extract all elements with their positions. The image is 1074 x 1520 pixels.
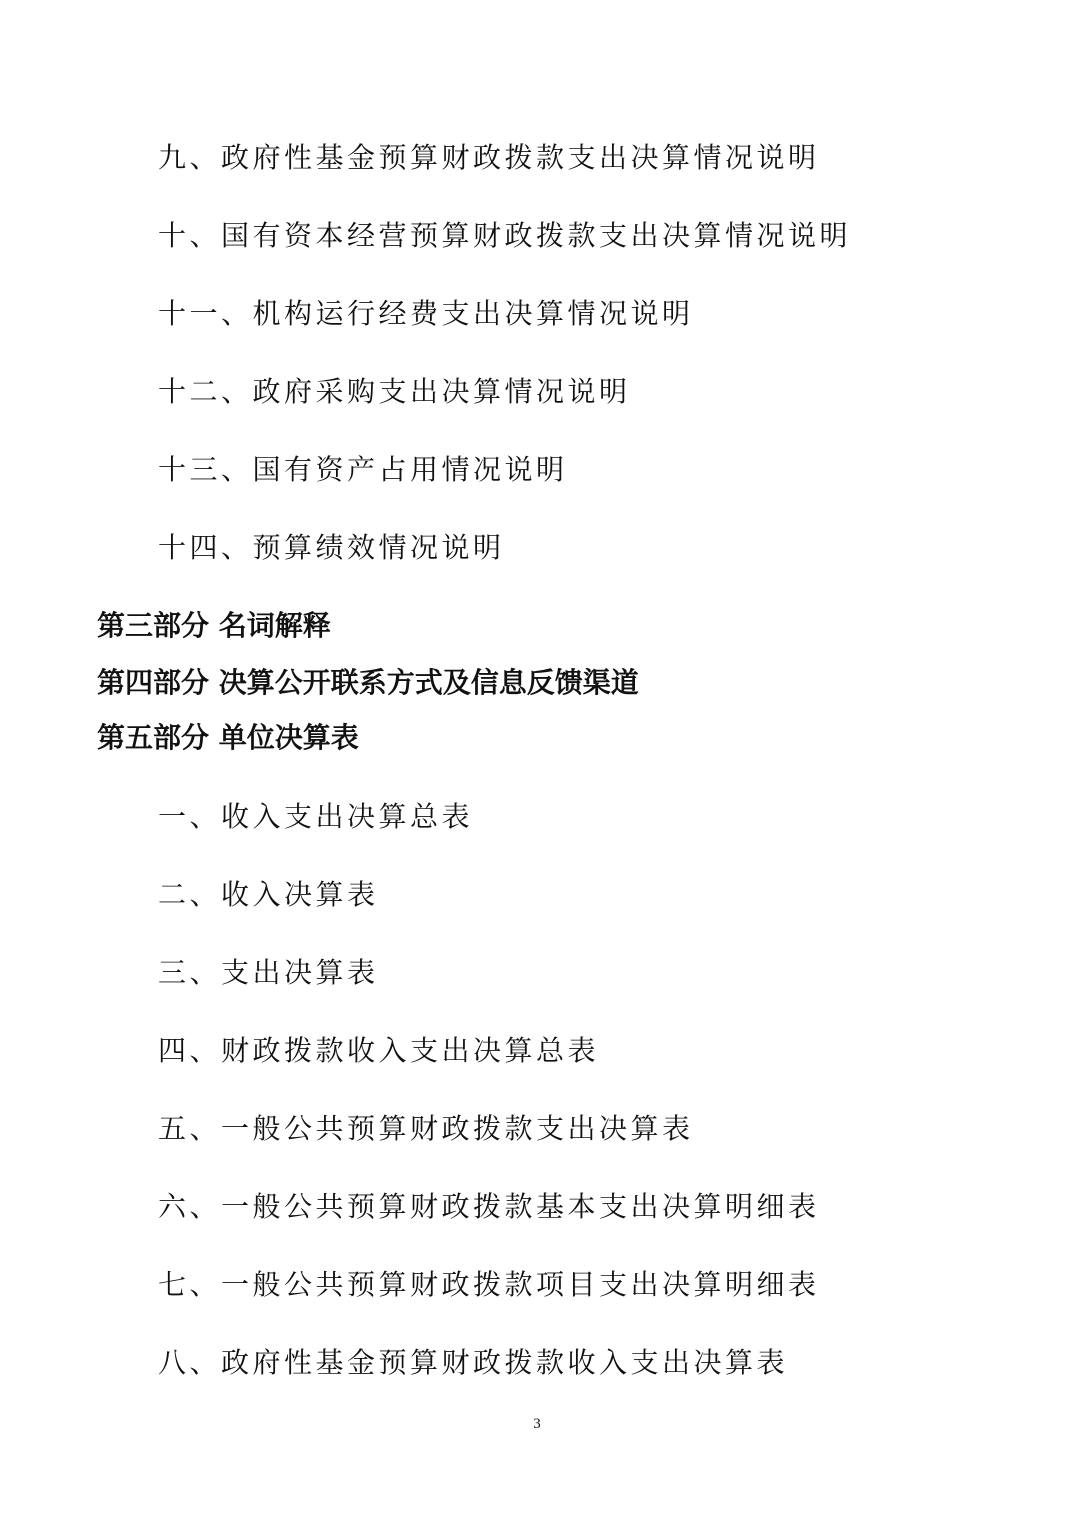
- toc-item-section-five: 七、一般公共预算财政拨款项目支出决算明细表: [158, 1268, 820, 1301]
- toc-part-heading: 第三部分 名词解释: [97, 609, 331, 642]
- toc-item-section-five: 二、收入决算表: [158, 878, 379, 911]
- toc-part-heading: 第五部分 单位决算表: [97, 721, 359, 754]
- toc-item-section-five: 三、支出决算表: [158, 956, 379, 989]
- toc-item-section-two: 十二、政府采购支出决算情况说明: [158, 375, 631, 408]
- toc-item-section-two: 九、政府性基金预算财政拨款支出决算情况说明: [158, 141, 820, 174]
- toc-item-section-two: 十一、机构运行经费支出决算情况说明: [158, 297, 694, 330]
- toc-item-section-five: 八、政府性基金预算财政拨款收入支出决算表: [158, 1346, 789, 1379]
- toc-part-heading: 第四部分 决算公开联系方式及信息反馈渠道: [97, 666, 639, 699]
- page-number: 3: [533, 1416, 541, 1432]
- toc-item-section-two: 十四、预算绩效情况说明: [158, 531, 505, 564]
- toc-item-section-two: 十、国有资本经营预算财政拨款支出决算情况说明: [158, 219, 852, 252]
- toc-item-section-two: 十三、国有资产占用情况说明: [158, 453, 568, 486]
- toc-item-section-five: 六、一般公共预算财政拨款基本支出决算明细表: [158, 1190, 820, 1223]
- toc-item-section-five: 四、财政拨款收入支出决算总表: [158, 1034, 600, 1067]
- toc-item-section-five: 一、收入支出决算总表: [158, 800, 474, 833]
- toc-item-section-five: 五、一般公共预算财政拨款支出决算表: [158, 1112, 694, 1145]
